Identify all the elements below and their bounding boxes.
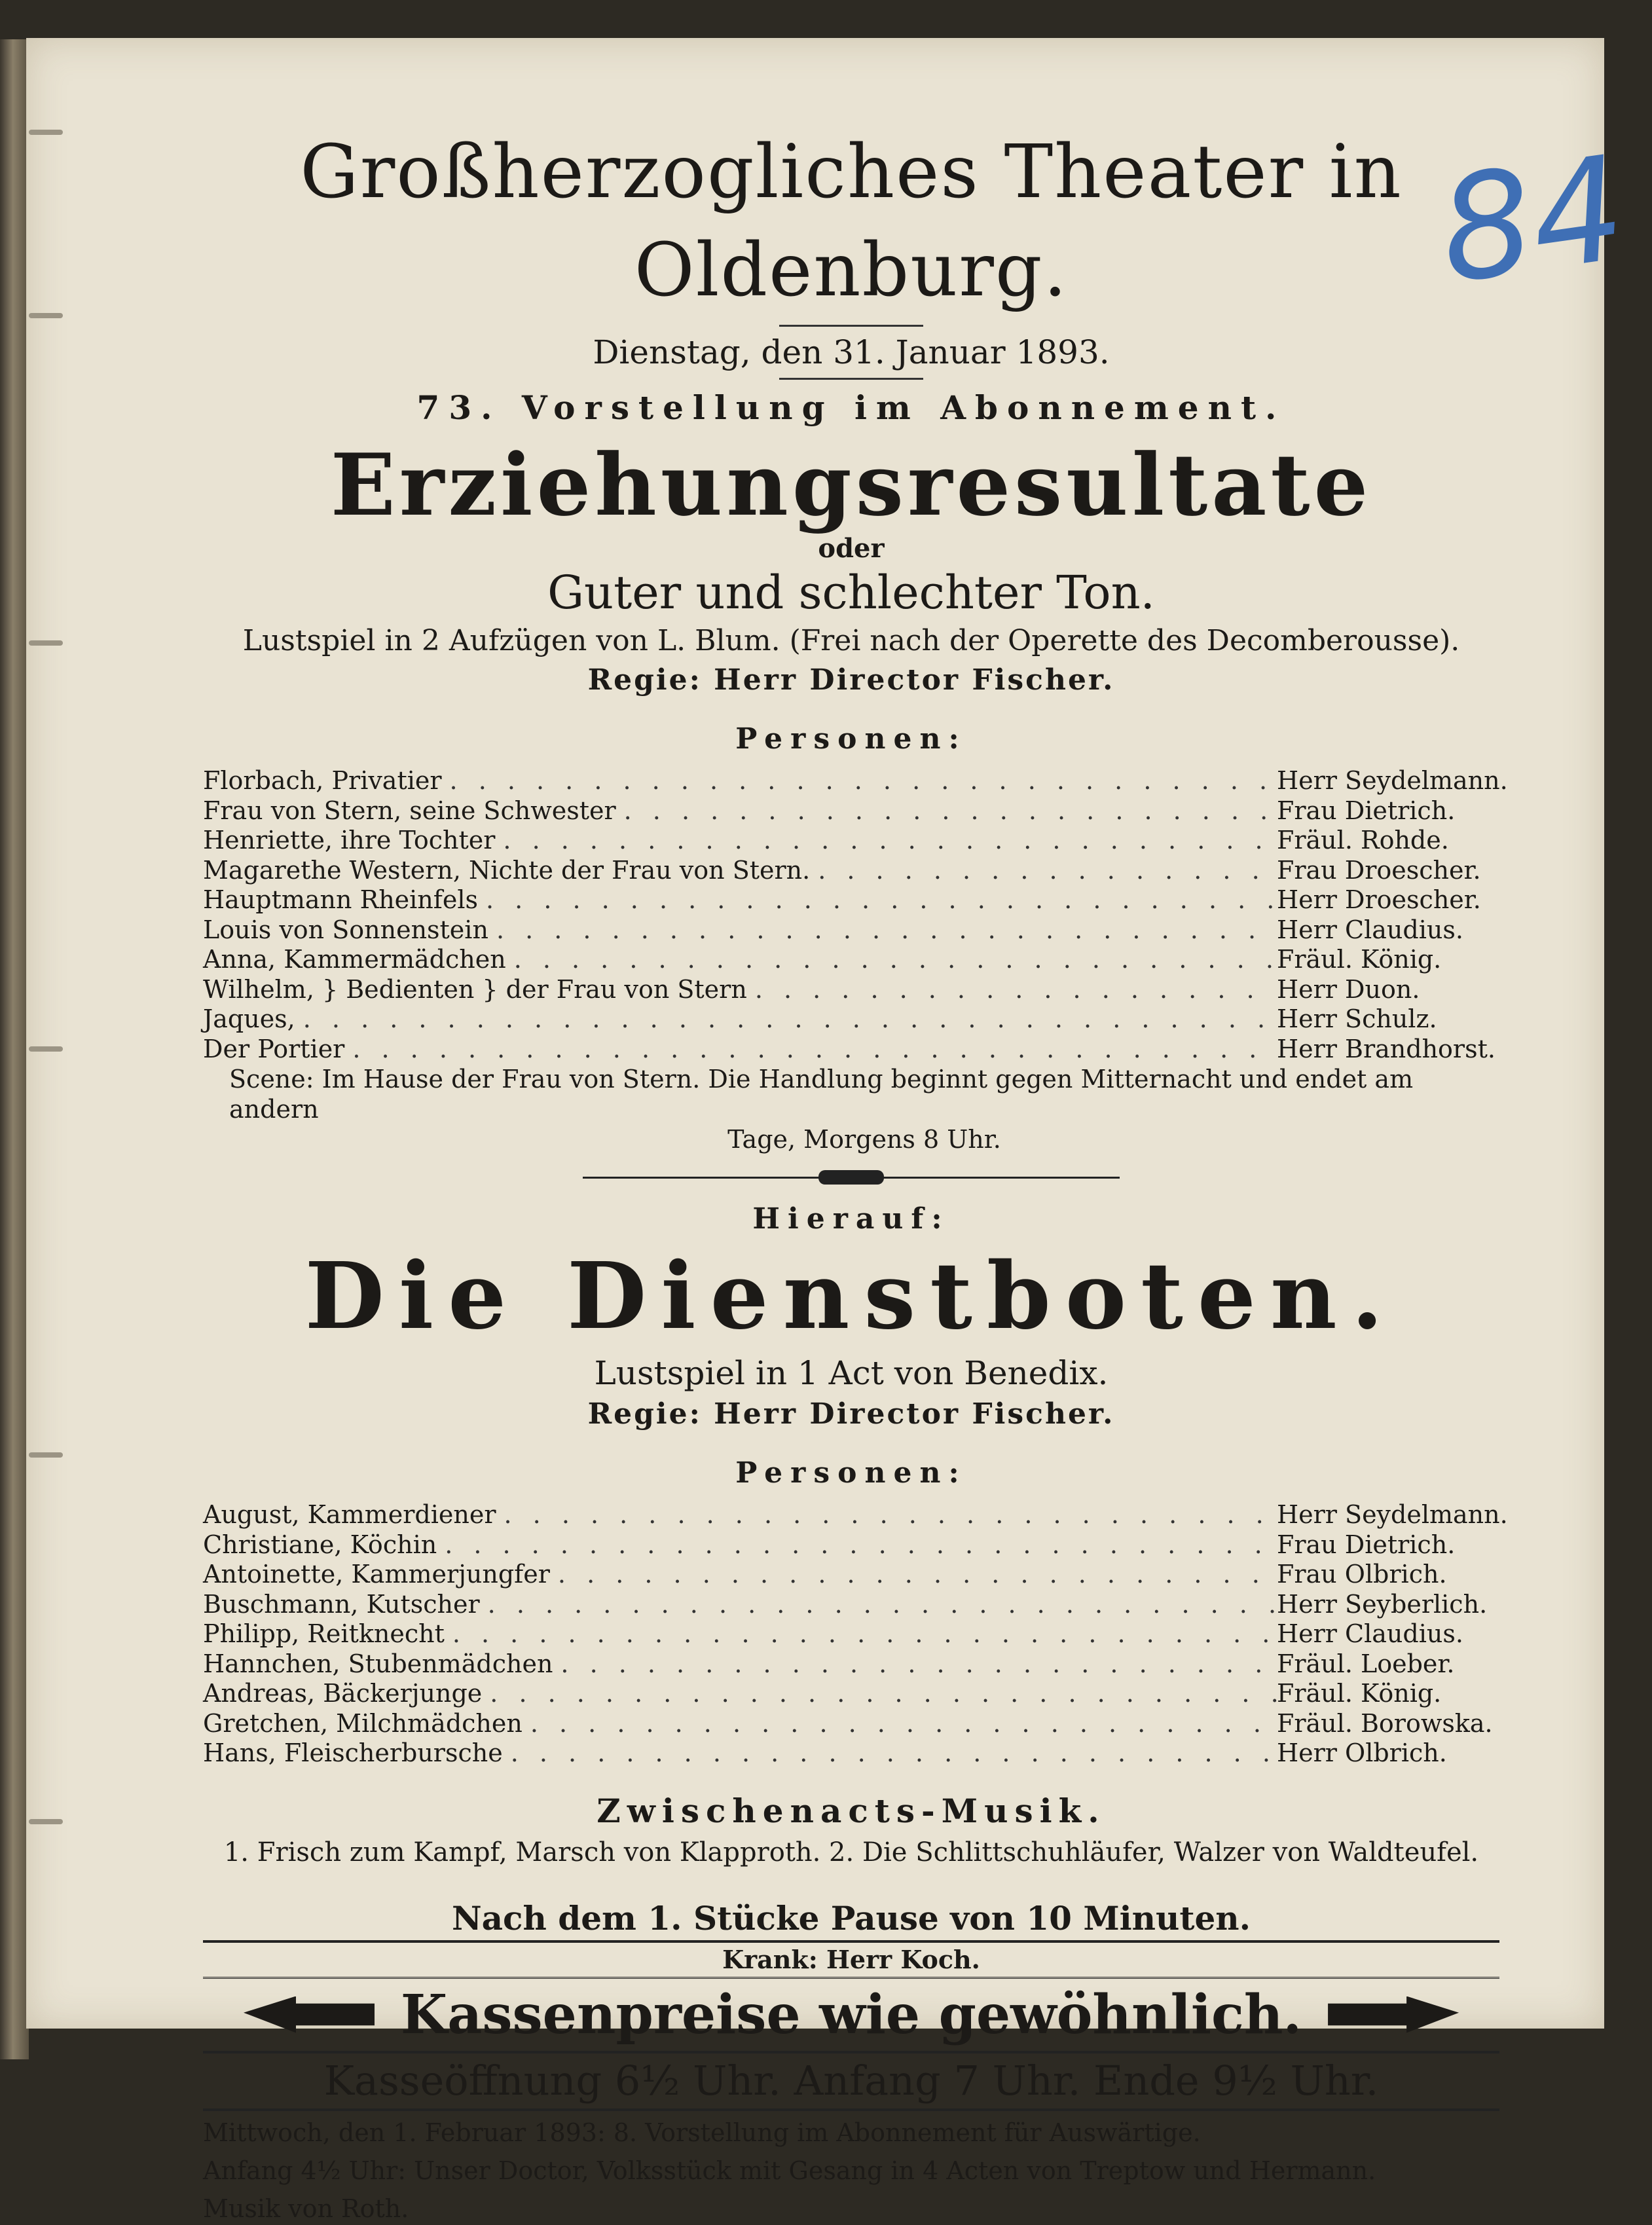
box-office-prices bbox=[203, 1979, 1499, 2051]
leader-dots bbox=[616, 796, 1277, 826]
play2-cast-list bbox=[203, 1500, 1508, 1769]
cast-row bbox=[203, 1530, 1499, 1560]
pointing-hand-icon bbox=[1328, 1996, 1459, 2033]
next-performance-line2: Anfang 4½ Uhr: Unser Doctor, Volksstück mit Gesang in 4 Acten von Treptow und Hermann. bbox=[203, 2156, 1376, 2185]
play1-scene: Scene: Im Hause der Frau von Stern. Die Handlung beginnt gegen Mitternacht und endet am andern bbox=[229, 1065, 1414, 1124]
cast-row bbox=[203, 1500, 1508, 1530]
binding-stitch bbox=[29, 130, 63, 135]
cast-actor: Herr Seydelmann. bbox=[1277, 766, 1508, 795]
next-performance-line3: Musik von Roth. bbox=[203, 2194, 409, 2223]
cast-row bbox=[203, 1738, 1499, 1769]
cast-role: Hannchen, Stubenmädchen bbox=[203, 1649, 553, 1678]
performance-date: Dienstag, den 31. Januar 1893. bbox=[593, 333, 1110, 371]
cast-actor: Herr Seyberlich. bbox=[1277, 1589, 1488, 1619]
play1-description: Lustspiel in 2 Aufzügen von L. Blum. (Frei nach der Operette des Decomberousse). bbox=[242, 624, 1460, 657]
cast-actor: Fräul. König. bbox=[1277, 945, 1442, 974]
leader-dots bbox=[295, 1004, 1277, 1035]
cast-row bbox=[203, 766, 1508, 796]
cast-actor: Fräul. König. bbox=[1277, 1679, 1442, 1708]
divider bbox=[779, 378, 923, 380]
playbill-page bbox=[26, 38, 1635, 2223]
cast-actor: Frau Dietrich. bbox=[1277, 796, 1456, 825]
leader-dots bbox=[488, 915, 1277, 946]
cast-actor: Frau Dietrich. bbox=[1277, 1530, 1456, 1559]
cast-actor: Herr Olbrich. bbox=[1277, 1738, 1447, 1767]
play1-subtitle: Guter und schlechter Ton. bbox=[547, 566, 1155, 619]
cast-role: Louis von Sonnenstein bbox=[203, 915, 488, 944]
cast-role: Christiane, Köchin bbox=[203, 1530, 437, 1559]
cast-role: Philipp, Reitknecht bbox=[203, 1619, 445, 1648]
pointing-hand-icon bbox=[244, 1996, 375, 2033]
leader-dots bbox=[480, 1590, 1277, 1620]
cast-actor: Herr Schulz. bbox=[1277, 1004, 1437, 1033]
cast-row bbox=[203, 1590, 1499, 1620]
cast-row bbox=[203, 915, 1499, 946]
cast-row bbox=[203, 1560, 1499, 1590]
cast-role: August, Kammerdiener bbox=[203, 1500, 496, 1529]
cast-role: Jaques, bbox=[203, 1004, 295, 1033]
binding-stitch bbox=[29, 313, 63, 318]
play2-personen-heading: Personen: bbox=[735, 1456, 967, 1490]
cast-actor: Herr Claudius. bbox=[1277, 915, 1463, 944]
theatre-title: Großherzogliches Theater in Oldenburg. bbox=[300, 130, 1403, 313]
leader-dots bbox=[496, 1500, 1277, 1530]
cast-row bbox=[203, 1619, 1499, 1649]
cast-actor: Fräul. Borowska. bbox=[1277, 1708, 1493, 1738]
cast-row bbox=[203, 885, 1499, 915]
leader-dots bbox=[442, 766, 1277, 796]
play1-oder: oder bbox=[818, 533, 885, 564]
playbill-content bbox=[203, 123, 1508, 2225]
cast-row bbox=[203, 945, 1499, 975]
binding-stitch bbox=[29, 640, 63, 646]
cast-row bbox=[203, 826, 1499, 856]
cast-actor: Herr Droescher. bbox=[1277, 885, 1481, 914]
cast-actor: Herr Claudius. bbox=[1277, 1619, 1463, 1648]
play2-description: Lustspiel in 1 Act von Benedix. bbox=[594, 1354, 1109, 1392]
cast-role: Gretchen, Milchmädchen bbox=[203, 1708, 523, 1738]
performance-number: 73. Vorstellung im Abonnement. bbox=[416, 388, 1286, 427]
leader-dots bbox=[437, 1530, 1277, 1560]
binding-stitch bbox=[29, 1819, 63, 1824]
play1-personen-heading: Personen: bbox=[735, 722, 967, 756]
cast-row bbox=[203, 796, 1499, 826]
pause-notice: Nach dem 1. Stücke Pause von 10 Minuten. bbox=[451, 1898, 1251, 1938]
cast-role: Florbach, Privatier bbox=[203, 766, 442, 795]
leader-dots bbox=[478, 885, 1277, 915]
binding-stitch bbox=[29, 1452, 63, 1458]
leader-dots bbox=[747, 975, 1277, 1005]
leader-dots bbox=[550, 1560, 1277, 1590]
cast-row bbox=[203, 975, 1499, 1005]
play1-regie: Regie: Herr Director Fischer. bbox=[587, 663, 1115, 697]
play1-cast-list bbox=[203, 766, 1508, 1064]
cast-actor: Frau Droescher. bbox=[1277, 855, 1481, 885]
cast-row bbox=[203, 1679, 1499, 1709]
leader-dots bbox=[344, 1035, 1277, 1065]
leader-dots bbox=[482, 1679, 1277, 1709]
cast-row bbox=[203, 1709, 1499, 1739]
leader-dots bbox=[445, 1619, 1277, 1649]
cast-row bbox=[203, 1004, 1499, 1035]
intermission-music-heading: Zwischenacts-Musik. bbox=[597, 1791, 1106, 1830]
play1-title: Erziehungsresultate bbox=[330, 435, 1372, 535]
cast-role: Antoinette, Kammerjungfer bbox=[203, 1560, 550, 1589]
cast-role: Der Portier bbox=[203, 1034, 345, 1063]
cast-actor: Fräul. Loeber. bbox=[1277, 1649, 1455, 1678]
leader-dots bbox=[810, 856, 1277, 886]
play1-scene-continued: Tage, Morgens 8 Uhr. bbox=[727, 1125, 1001, 1154]
leader-dots bbox=[506, 945, 1277, 975]
sick-notice: Krank: Herr Koch. bbox=[203, 1940, 1499, 1979]
cast-role: Hauptmann Rheinfels bbox=[203, 885, 478, 914]
hierauf-heading: Hierauf: bbox=[752, 1202, 950, 1236]
divider bbox=[779, 325, 923, 327]
cast-role: Andreas, Bäckerjunge bbox=[203, 1679, 483, 1708]
box-office-prices-text: Kassenpreise wie gewöhnlich. bbox=[400, 1983, 1302, 2046]
cast-actor: Frau Olbrich. bbox=[1277, 1560, 1447, 1589]
cast-role: Hans, Fleischerbursche bbox=[203, 1738, 503, 1767]
leader-dots bbox=[523, 1709, 1277, 1739]
cast-actor: Herr Brandhorst. bbox=[1277, 1034, 1496, 1063]
leader-dots bbox=[553, 1649, 1277, 1680]
cast-role: Wilhelm, } Bedienten } der Frau von Stern bbox=[203, 974, 747, 1004]
cast-role: Henriette, ihre Tochter bbox=[203, 826, 496, 855]
cast-actor: Herr Seydelmann. bbox=[1277, 1500, 1508, 1529]
next-performance-line1: Mittwoch, den 1. Februar 1893: 8. Vorstellung im Abonnement für Auswärtige. bbox=[203, 2118, 1201, 2147]
ornamental-divider bbox=[583, 1170, 1120, 1185]
show-times: Kasseöffnung 6½ Uhr. Anfang 7 Uhr. Ende 9½ Uhr. bbox=[203, 2051, 1499, 2111]
cast-role: Buschmann, Kutscher bbox=[203, 1589, 480, 1619]
cast-role: Frau von Stern, seine Schwester bbox=[203, 796, 616, 825]
leader-dots bbox=[503, 1738, 1277, 1769]
cast-row bbox=[203, 856, 1499, 886]
leader-dots bbox=[495, 826, 1277, 856]
play2-title: Die Dienstboten. bbox=[304, 1243, 1398, 1350]
binding-stitch bbox=[29, 1046, 63, 1052]
handwritten-number: 84 bbox=[1429, 124, 1635, 316]
intermission-music-list: 1. Frisch zum Kampf, Marsch von Klapproth. 2. Die Schlittschuhläufer, Walzer von Waldteufel. bbox=[223, 1837, 1479, 1867]
cast-role: Anna, Kammermädchen bbox=[203, 945, 506, 974]
play2-regie: Regie: Herr Director Fischer. bbox=[587, 1397, 1115, 1431]
cast-actor: Herr Duon. bbox=[1277, 974, 1420, 1004]
cast-row bbox=[203, 1035, 1499, 1065]
book-binding bbox=[0, 39, 29, 2059]
cast-actor: Fräul. Rohde. bbox=[1277, 826, 1449, 855]
cast-row bbox=[203, 1649, 1499, 1680]
cast-role: Magarethe Western, Nichte der Frau von Stern. bbox=[203, 855, 811, 885]
